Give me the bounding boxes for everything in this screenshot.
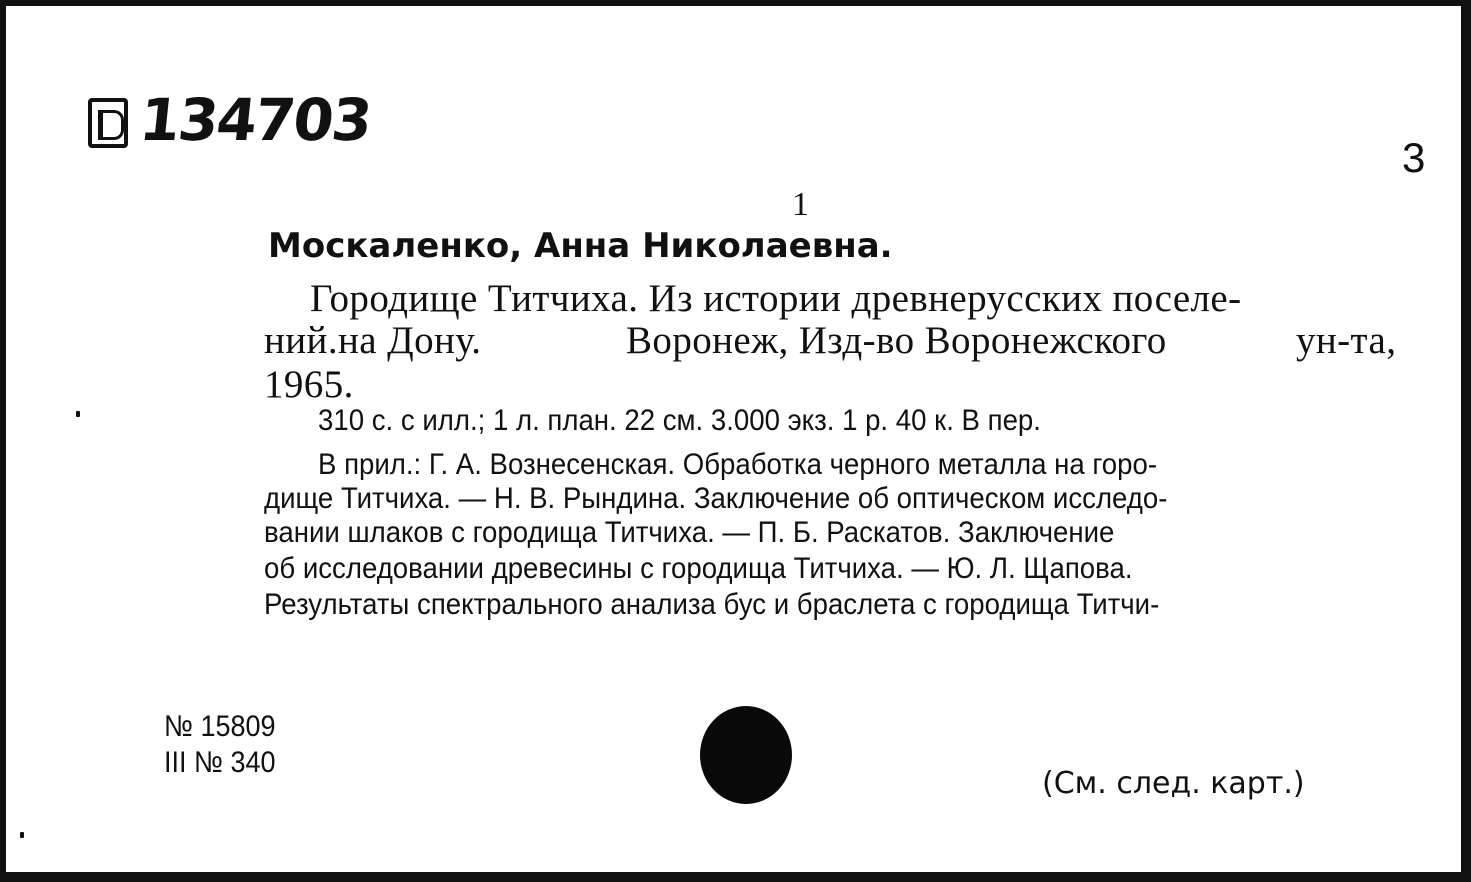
note-line-2: дище Титчиха. — Н. В. Рындина. Заключение об оптическом исследо- [264, 482, 1168, 515]
note-line-3: вании шлаков с городища Титчиха. — П. Б. Раскатов. Заключение [264, 516, 1115, 549]
punch-hole [700, 706, 792, 804]
physical-description: 310 с. с илл.; 1 л. план. 22 см. 3.000 экз. 1 р. 40 к. В пер. [318, 404, 1041, 437]
publication-year: 1965. [264, 363, 354, 406]
ink-speck [76, 411, 80, 417]
handwritten-call-number: 134703 [136, 86, 374, 154]
card-number: 3 [1402, 134, 1426, 181]
shelf-number: III № 340 [164, 746, 276, 779]
entry-number: 1 [792, 186, 809, 223]
title-line-1: Городище Титчиха. Из истории древнерусских поселе- [310, 277, 1242, 320]
inventory-number: № 15809 [164, 710, 276, 743]
note-line-5: Результаты спектрального анализа бус и браслета с городища Титчи- [264, 588, 1160, 621]
title-line-2: ний.на Дону. [264, 319, 482, 362]
note-line-4: об исследовании древесины с городища Титчиха. — Ю. Л. Щапова. [264, 552, 1133, 585]
publisher-suffix: ун-та, [1296, 319, 1397, 362]
author-heading: Москаленко, Анна Николаевна. [268, 226, 893, 266]
library-stamp-icon [88, 98, 128, 148]
note-line-1: В прил.: Г. А. Вознесенская. Обработка черного металла на горо- [318, 448, 1158, 481]
continuation-note: (См. след. карт.) [1042, 766, 1305, 801]
ink-speck [20, 832, 24, 838]
publisher: Воронеж, Изд-во Воронежского [626, 319, 1167, 362]
